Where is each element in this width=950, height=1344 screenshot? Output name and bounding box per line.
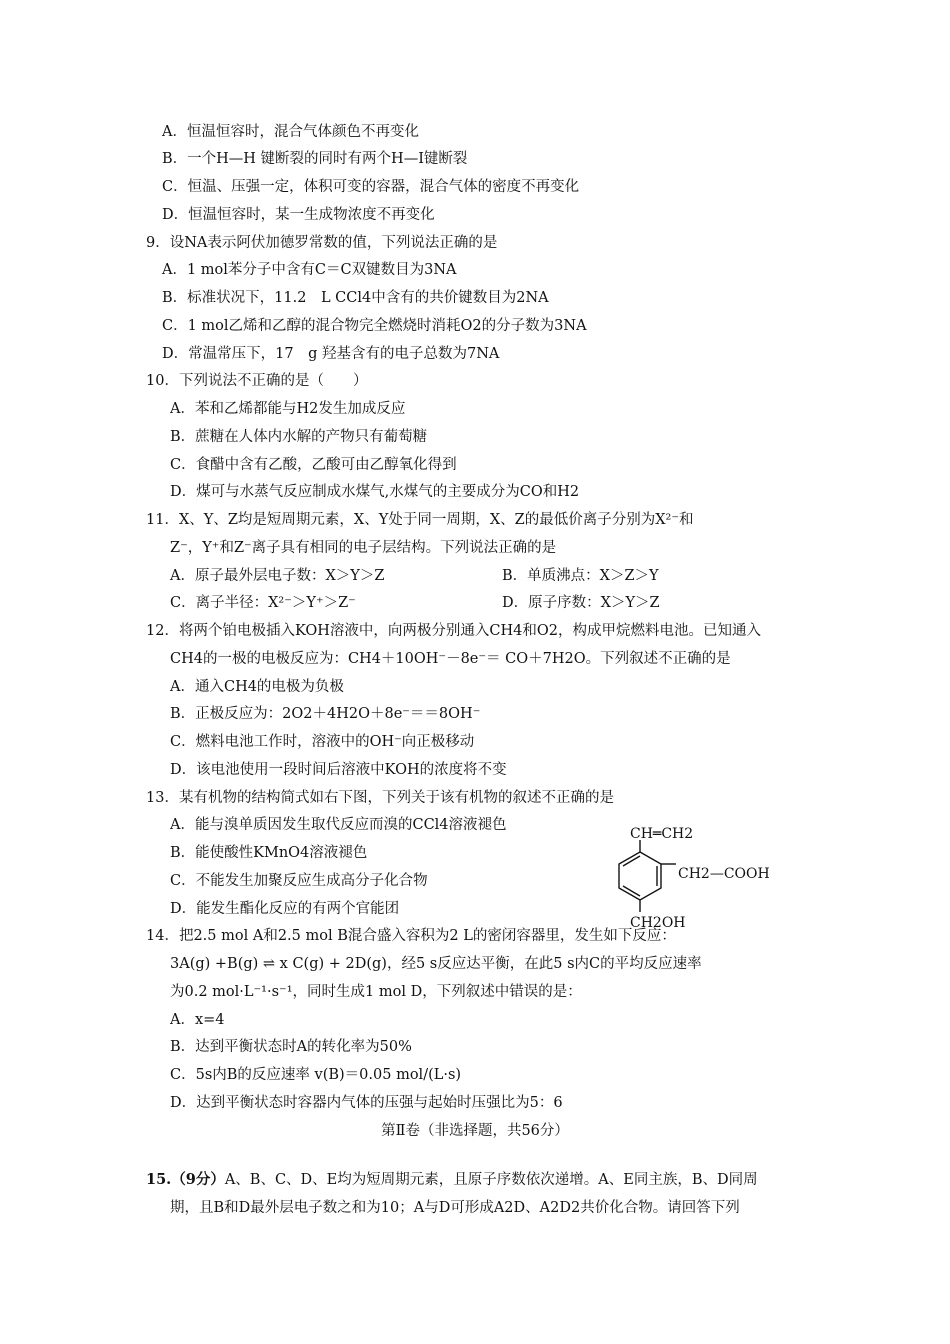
q13-option-b: B．能使酸性KMnO4溶液褪色 — [170, 845, 368, 861]
q11-option-a: A．原子最外层电子数：X＞Y＞Z — [170, 568, 385, 584]
substituent-bonds — [640, 840, 676, 912]
q12-option-b: B．正极反应为：2O2＋4H2O＋8e⁻＝＝8OH⁻ — [170, 706, 481, 722]
q14-option-a: A．x=4 — [170, 1012, 225, 1028]
q8-option-d: D．恒温恒容时，某一生成物浓度不再变化 — [162, 207, 435, 223]
q10-option-a: A．苯和乙烯都能与H2发生加成反应 — [170, 401, 406, 417]
vinyl-group-label: CH═CH2 — [630, 826, 694, 842]
q15-text-line1: A、B、C、D、E均为短周期元素，且原子序数依次递增。A、E同主族，B、D同周 — [224, 1172, 758, 1188]
section-title: 第Ⅱ卷（非选择题，共56分） — [381, 1123, 569, 1139]
q11-stem-line2: Z⁻，Y⁺和Z⁻离子具有相同的电子层结构。下列说法正确的是 — [170, 540, 557, 556]
q14-option-c: C．5s内B的反应速率 v(B)＝0.05 mol/(L·s) — [170, 1067, 462, 1083]
q10-option-c: C．食醋中含有乙酸，乙酸可由乙醇氧化得到 — [170, 457, 457, 473]
benzene-ring — [619, 852, 661, 900]
q12-stem-line2: CH4的一极的电极反应为：CH4＋10OH⁻－8e⁻＝ CO＋7H2O。下列叙述不正确的是 — [170, 651, 731, 667]
q15-line1 — [146, 1170, 758, 1190]
q11-option-d: D．原子序数：X＞Y＞Z — [502, 595, 660, 611]
q14-option-d: D．达到平衡状态时容器内气体的压强与起始时压强比为5：6 — [170, 1095, 563, 1111]
q12-stem-line1: 12．将两个铂电极插入KOH溶液中，向两极分别通入CH4和O2，构成甲烷燃料电池。已知通入 — [146, 623, 762, 639]
q14-stem-line3: 为0.2 mol·L⁻¹·s⁻¹，同时生成1 mol D，下列叙述中错误的是： — [170, 984, 582, 1000]
q13-option-a: A．能与溴单质因发生取代反应而溴的CCl4溶液褪色 — [170, 817, 507, 833]
q9-option-d: D．常温常压下，17 g 羟基含有的电子总数为7NA — [162, 346, 500, 362]
q13-stem: 13．某有机物的结构简式如右下图，下列关于该有机物的叙述不正确的是 — [146, 790, 614, 806]
q14-stem-line2: 3A(g) +B(g) ⇌ x C(g) + 2D(g)，经5 s反应达平衡，在此5 s内C的平均反应速率 — [170, 956, 702, 972]
q14-option-b: B．达到平衡状态时A的转化率为50% — [170, 1039, 412, 1055]
q15-number: 15.（9分） — [146, 1171, 225, 1188]
q8-option-b: B．一个H—H 键断裂的同时有两个H—I键断裂 — [162, 151, 468, 167]
q15-text-line2: 期，且B和D最外层电子数之和为10；A与D可形成A2D、A2D2共价化合物。请回答下列 — [170, 1200, 740, 1216]
q9-option-b: B．标准状况下，11.2 L CCl4中含有的共价键数目为2NA — [162, 290, 549, 306]
hydroxymethyl-group-label: CH2OH — [630, 915, 686, 931]
q10-stem: 10．下列说法不正确的是（ ） — [146, 373, 368, 389]
q11-option-c: C．离子半径：X²⁻＞Y⁺＞Z⁻ — [170, 595, 356, 611]
q9-stem: 9．设NA表示阿伏加德罗常数的值，下列说法正确的是 — [146, 235, 498, 251]
q12-option-c: C．燃料电池工作时，溶液中的OH⁻向正极移动 — [170, 734, 475, 750]
q8-option-c: C．恒温、压强一定，体积可变的容器，混合气体的密度不再变化 — [162, 179, 580, 195]
q13-option-d: D．能发生酯化反应的有两个官能团 — [170, 901, 400, 917]
q12-option-a: A．通入CH4的电极为负极 — [170, 679, 344, 695]
q11-stem-line1: 11．X、Y、Z均是短周期元素，X、Y处于同一周期，X、Z的最低价离子分别为X²⁻和 — [146, 512, 694, 528]
q12-option-d: D．该电池使用一段时间后溶液中KOH的浓度将不变 — [170, 762, 507, 778]
q9-option-a: A．1 mol苯分子中含有C＝C双键数目为3NA — [162, 262, 457, 278]
q9-option-c: C．1 mol乙烯和乙醇的混合物完全燃烧时消耗O2的分子数为3NA — [162, 318, 587, 334]
acetic-acid-group-label: CH2—COOH — [678, 866, 770, 882]
q10-option-b: B．蔗糖在人体内水解的产物只有葡萄糖 — [170, 429, 428, 445]
q10-option-d: D．煤可与水蒸气反应制成水煤气,水煤气的主要成分为CO和H2 — [170, 484, 580, 500]
structural-formula-diagram — [600, 826, 790, 936]
q13-option-c: C．不能发生加聚反应生成高分子化合物 — [170, 873, 428, 889]
q11-option-b: B．单质沸点：X＞Z＞Y — [502, 568, 659, 584]
q14-stem-line1: 14．把2.5 mol A和2.5 mol B混合盛入容积为2 L的密闭容器里，发生如下反应： — [146, 928, 676, 944]
q8-option-a: A．恒温恒容时，混合气体颜色不再变化 — [162, 124, 419, 140]
